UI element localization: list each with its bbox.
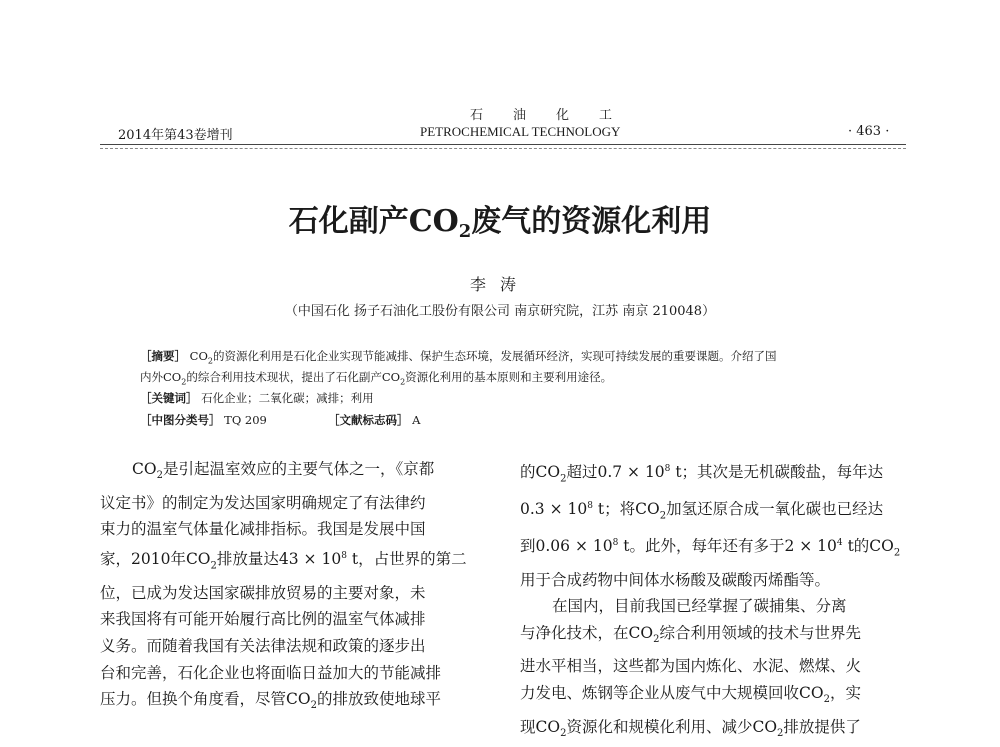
body-line: 力发电、炼钢等企业从废气中大规模回收$CO_2$，实 [520,684,861,706]
author-name: 李涛 [469,275,530,294]
page-number: · 463 · [848,124,890,139]
abstract-line-2: 内外$CO_2$的综合利用技术现状，提出了石化副产$CO_2$资源化利用的基本原则和主要利用途径。 [140,370,613,387]
body-line: 的$CO_2$超过$0.7 \times 10^8$ t；其次是无机碳酸盐，每年达 [520,463,884,485]
header-rule-dashed [100,148,906,149]
body-line: 议定书》的制定为发达国家明确规定了有法律约 [100,493,426,512]
body-line: 在国内，目前我国已经掌握了碳捕集、分离 [552,597,847,616]
author-affiliation: （中国石化 扬子石油化工股份有限公司 南京研究院，江苏 南京 210048） [284,304,716,319]
doc-code-line [328,412,420,428]
header-rule [100,144,906,145]
abstract-line-1: ［摘要］ $CO_2$的资源化利用是石化企业实现节能减排、保护生态环境，发展循环经济，实现可持续发展的重要课题。介绍了国 [140,349,777,366]
body-line: 与净化技术，在$CO_2$综合利用领域的技术与世界先 [520,623,861,645]
class-label: ［中图分类号］ [140,413,221,427]
keywords: 石化企业；二氧化碳；减排；利用 [201,391,374,405]
keywords-label: ［关键词］ [140,391,198,405]
doc-code-value: A [412,413,421,427]
body-line: 义务。而随着我国有关法律法规和政策的逐步出 [100,636,426,655]
classification-line [140,412,267,428]
body-line: 来我国将有可能开始履行高比例的温室气体减排 [100,610,426,629]
doc-code-label: ［文献标志码］ [328,413,409,427]
body-line: 到$0.06 \times 10^8$ t。此外，每年还有多于$2 \times 10^4$ t的$CO_2$ [520,536,901,558]
body-line: $0.3 \times 10^8$ t；将$CO_2$加氢还原合成一氧化碳也已经达 [520,500,884,522]
body-column-left [100,456,488,720]
abstract-label: ［摘要］ [140,349,186,363]
body-line: 台和完善，石化企业也将面临日益加大的节能减排 [100,663,442,682]
class-value: TQ 209 [224,413,267,427]
body-line: $CO_2$是引起温室效应的主要气体之一，《京都 [132,460,435,482]
article-title: 石化副产$CO_2$废气的资源化利用 [288,204,712,242]
body-column-right [520,456,910,747]
issue-info: 2014年第43卷增刊 [118,128,233,143]
body-line: 位，已成为发达国家碳排放贸易的主要对象，未 [100,583,426,602]
keywords-line [140,390,374,406]
body-line: 进水平相当，这些都为国内炼化、水泥、燃煤、火 [520,657,862,676]
body-line: 束力的温室气体量化减排指标。我国是发展中国 [100,520,426,539]
body-line: 现$CO_2$资源化和规模化利用、减少$CO_2$排放提供了 [520,717,861,739]
body-line: 家，2010年$CO_2$排放量达$43 \times 10^8$ t，占世界的第二 [100,550,467,572]
journal-name-en: PETROCHEMICAL TECHNOLOGY [420,124,621,139]
body-line: 用于合成药物中间体水杨酸及碳酸丙烯酯等。 [520,570,831,589]
body-line: 压力。但换个角度看，尽管$CO_2$的排放致使地球平 [100,690,441,712]
journal-name-cn: 石油化工 [470,108,643,123]
